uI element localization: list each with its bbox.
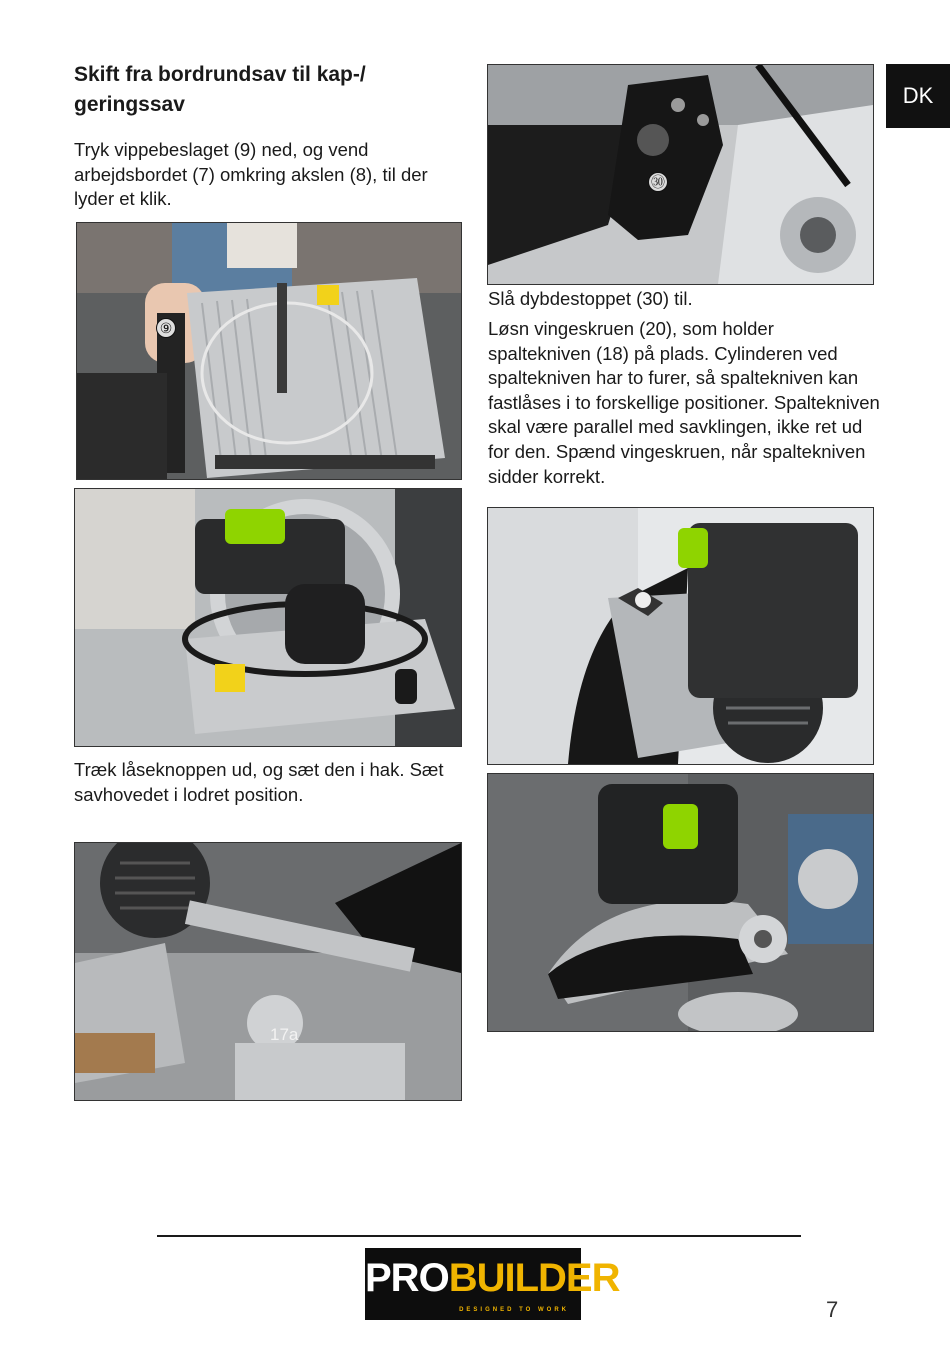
photo-lock-knob bbox=[74, 842, 462, 1101]
lock-knob-paragraph: Træk låseknoppen ud, og sæt den i hak. Sæt savhovedet i lodret position. bbox=[74, 759, 444, 805]
footer-divider bbox=[157, 1235, 801, 1237]
photo-blade-guard bbox=[487, 773, 874, 1032]
intro-paragraph: Tryk vippebeslaget (9) ned, og vend arbejdsbordet (7) omkring akslen (8), til der lyder et klik. bbox=[74, 139, 428, 210]
language-tab: DK bbox=[886, 64, 950, 128]
logo-builder-text: BUILDER bbox=[448, 1256, 620, 1300]
depth-stop-text: Slå dybdestoppet (30) til. bbox=[488, 288, 693, 309]
photo-table-top bbox=[76, 222, 462, 480]
page-title: Skift fra bordrundsav til kap-/ geringssav bbox=[74, 63, 366, 116]
probuilder-logo bbox=[365, 1248, 620, 1320]
riving-knife-paragraph: Løsn vingeskruen (20), som holder spaltekniven (18) på plads. Cylinderen ved spaltekniven har to furer, så spaltekniven kan fastlåses i to forskellige positioner. Spaltekniven skal være parallel med savklingen, ikke ret ud for den. Spænd vingeskruen, når spaltekniven sidder korrekt. bbox=[488, 318, 880, 487]
logo-tagline: DESIGNED TO WORK bbox=[459, 1307, 569, 1313]
photo-depth-stop bbox=[487, 64, 874, 285]
callout-depth-stop: ㉚ bbox=[648, 172, 668, 192]
callout-lock-knob: 17a bbox=[270, 1025, 299, 1044]
callout-tilt-bracket: ⑨ bbox=[156, 318, 176, 338]
photo-riving-knife bbox=[487, 507, 874, 765]
page-number: 7 bbox=[826, 1297, 839, 1322]
logo-pro-text: PRO bbox=[365, 1256, 449, 1300]
photo-saw-head bbox=[74, 488, 462, 747]
